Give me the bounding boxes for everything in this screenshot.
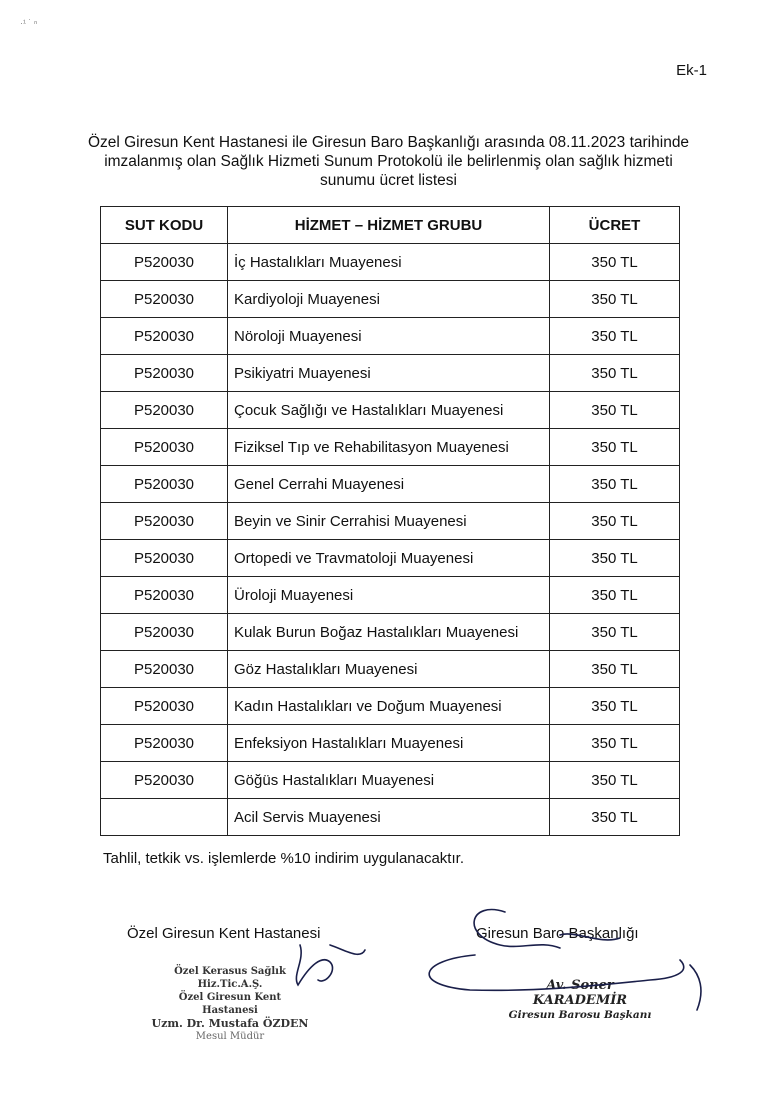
table-row [101, 355, 680, 392]
sut-code-cell: P520030 [101, 318, 228, 355]
service-cell: Kadın Hastalıkları ve Doğum Muayenesi [228, 688, 550, 725]
table-row [101, 466, 680, 503]
service-cell: Çocuk Sağlığı ve Hastalıkları Muayenesi [228, 392, 550, 429]
fee-cell: 350 TL [550, 429, 680, 466]
service-cell: Psikiyatri Muayenesi [228, 355, 550, 392]
stamp-hospital: Özel Giresun Kent Hastanesi [178, 992, 282, 1016]
fee-cell: 350 TL [550, 466, 680, 503]
left-signatory-title: Özel Giresun Kent Hastanesi [127, 925, 321, 942]
stamp-signatory-name: Uzm. Dr. Mustafa ÖZDEN [151, 1017, 309, 1030]
table-row [101, 392, 680, 429]
sut-code-cell: P520030 [101, 651, 228, 688]
table-row [101, 688, 680, 725]
header-service: HİZMET – HİZMET GRUBU [228, 207, 550, 244]
table-row [101, 725, 680, 762]
service-cell: Göz Hastalıkları Muayenesi [228, 651, 550, 688]
right-signatory-title: Giresun Baro Başkanlığı [476, 925, 639, 942]
fee-cell: 350 TL [550, 725, 680, 762]
table-row [101, 762, 680, 799]
bar-stamp [500, 978, 660, 1023]
table-row [101, 429, 680, 466]
annex-label: Ek-1 [676, 62, 707, 79]
heading-line-3: sunumu ücret listesi [320, 172, 457, 189]
table-row [101, 540, 680, 577]
sut-code-cell: P520030 [101, 614, 228, 651]
table-row [101, 281, 680, 318]
sut-code-cell: P520030 [101, 244, 228, 281]
fee-cell: 350 TL [550, 799, 680, 836]
sut-code-cell [101, 799, 228, 836]
document-heading [80, 133, 697, 190]
header-fee: ÜCRET [550, 207, 680, 244]
service-cell: Göğüs Hastalıkları Muayenesi [228, 762, 550, 799]
stamp-signatory-role: Mesul Müdür [195, 1031, 265, 1042]
service-cell: Ortopedi ve Travmatoloji Muayenesi [228, 540, 550, 577]
sut-code-cell: P520030 [101, 466, 228, 503]
service-cell: Beyin ve Sinir Cerrahisi Muayenesi [228, 503, 550, 540]
stamp-signatory-role: Giresun Barosu Başkanı [508, 1009, 652, 1021]
sut-code-cell: P520030 [101, 725, 228, 762]
service-cell: Kardiyoloji Muayenesi [228, 281, 550, 318]
fee-cell: 350 TL [550, 762, 680, 799]
sut-code-cell: P520030 [101, 503, 228, 540]
heading-line-1: Özel Giresun Kent Hastanesi ile Giresun Baro Başkanlığı arasında 08.11.2023 tarihinde [87, 134, 690, 151]
table-row [101, 503, 680, 540]
fee-cell: 350 TL [550, 651, 680, 688]
sut-code-cell: P520030 [101, 762, 228, 799]
heading-line-2: imzalanmış olan Sağlık Hizmeti Sunum Protokolü ile belirlenmiş olan sağlık hizmeti [104, 153, 673, 170]
sut-code-cell: P520030 [101, 281, 228, 318]
table-row [101, 799, 680, 836]
service-cell: Enfeksiyon Hastalıkları Muayenesi [228, 725, 550, 762]
fee-cell: 350 TL [550, 503, 680, 540]
header-sut-code: SUT KODU [101, 207, 228, 244]
sut-code-cell: P520030 [101, 540, 228, 577]
fee-cell: 350 TL [550, 392, 680, 429]
sut-code-cell: P520030 [101, 392, 228, 429]
service-cell: İç Hastalıkları Muayenesi [228, 244, 550, 281]
table-row [101, 577, 680, 614]
service-cell: Fiziksel Tıp ve Rehabilitasyon Muayenesi [228, 429, 550, 466]
table-header-row [101, 207, 680, 244]
discount-note: Tahlil, tetkik vs. işlemlerde %10 indirim uygulanacaktır. [103, 850, 464, 867]
sut-code-cell: P520030 [101, 577, 228, 614]
stamp-company: Özel Kerasus Sağlık Hiz.Tic.A.Ş. [174, 966, 286, 990]
fee-cell: 350 TL [550, 688, 680, 725]
fee-cell: 350 TL [550, 244, 680, 281]
sut-code-cell: P520030 [101, 688, 228, 725]
fee-cell: 350 TL [550, 355, 680, 392]
sut-code-cell: P520030 [101, 429, 228, 466]
hospital-stamp [150, 965, 310, 1043]
table-row [101, 614, 680, 651]
service-cell: Genel Cerrahi Muayenesi [228, 466, 550, 503]
service-cell: Üroloji Muayenesi [228, 577, 550, 614]
service-cell: Kulak Burun Boğaz Hastalıkları Muayenesi [228, 614, 550, 651]
table-row [101, 318, 680, 355]
fee-cell: 350 TL [550, 281, 680, 318]
fee-cell: 350 TL [550, 577, 680, 614]
table-row [101, 244, 680, 281]
scan-mark: ·¹ ˙ ⁿ [20, 18, 38, 28]
fee-cell: 350 TL [550, 540, 680, 577]
fee-table [100, 206, 680, 836]
stamp-signatory-name: Av. Soner KARADEMİR [532, 978, 628, 1008]
fee-cell: 350 TL [550, 318, 680, 355]
service-cell: Acil Servis Muayenesi [228, 799, 550, 836]
table-row [101, 651, 680, 688]
sut-code-cell: P520030 [101, 355, 228, 392]
service-cell: Nöroloji Muayenesi [228, 318, 550, 355]
fee-cell: 350 TL [550, 614, 680, 651]
